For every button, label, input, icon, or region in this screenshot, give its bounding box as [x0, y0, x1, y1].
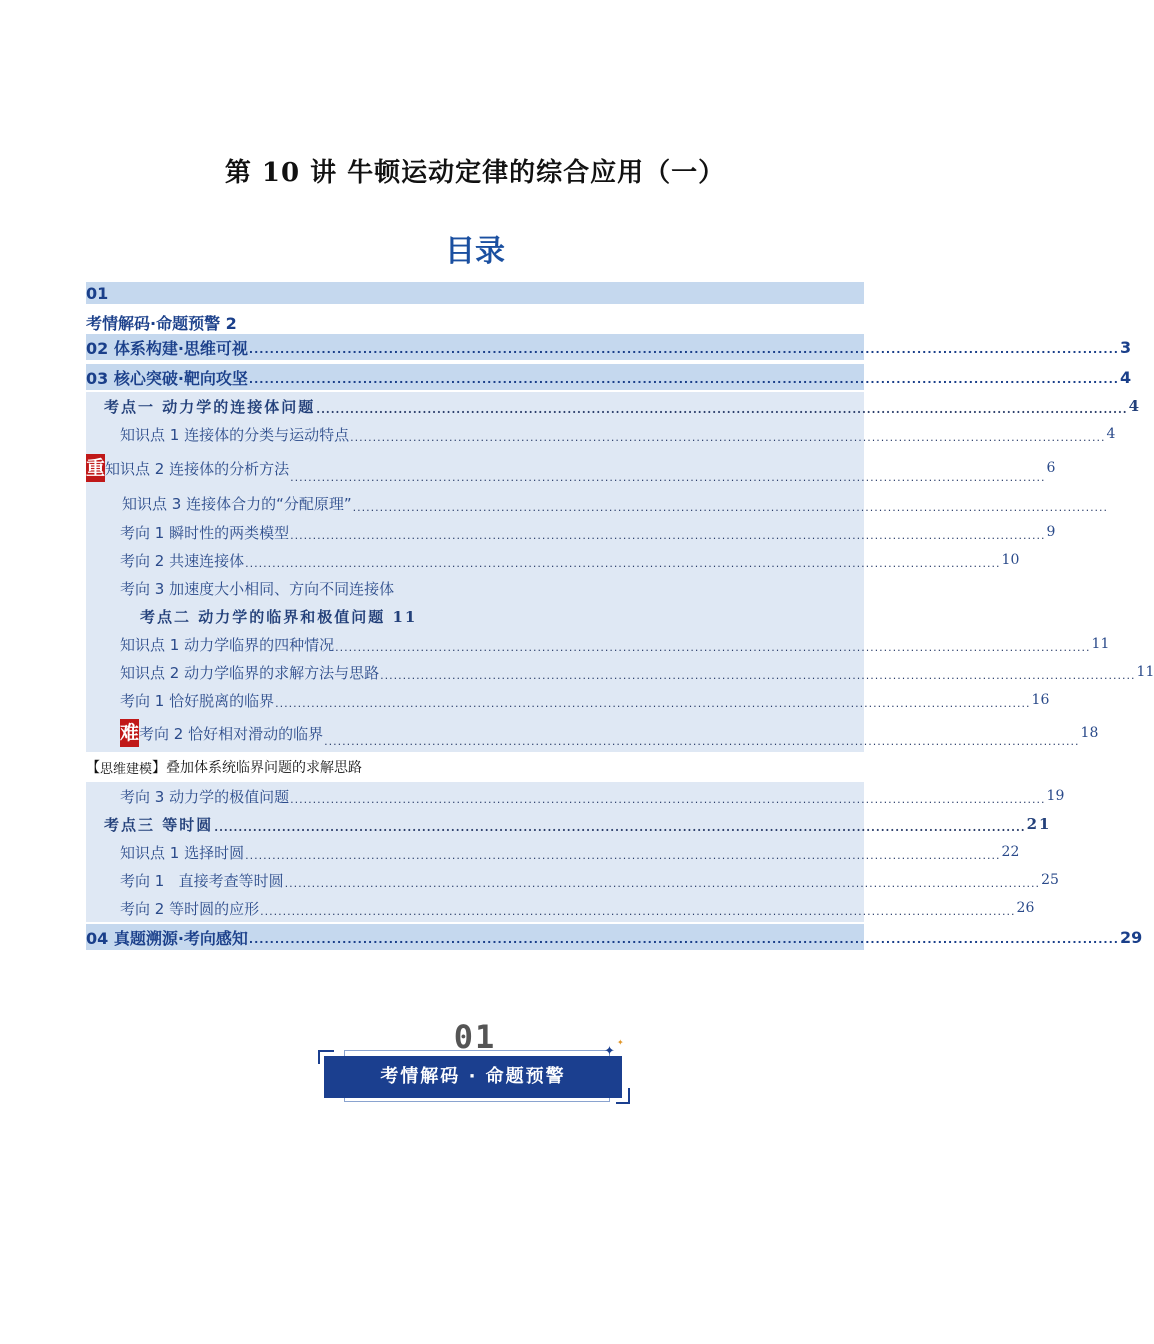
toc-row-kd3-kx2[interactable] — [86, 894, 1035, 922]
toc-page: 11 — [1091, 636, 1110, 652]
toc-section-label: 考情解码·命题预警 2 — [86, 313, 237, 333]
toc-label: 知识点 3 连接体合力的“分配原理” — [122, 494, 352, 513]
toc-label: 02 体系构建·思维可视 — [86, 338, 248, 358]
toc-label: 知识点 2 连接体的分析方法 — [105, 459, 290, 478]
toc-page: 26 — [1016, 900, 1035, 916]
toc-page: 9 — [1046, 524, 1056, 540]
toc-row-kd2-kx2[interactable] — [86, 714, 1099, 752]
toc-label: 考向 3 加速度大小相同、方向不同连接体 — [120, 579, 395, 598]
toc-row-kd3[interactable] — [86, 810, 1052, 838]
leader-dots: ........................................................................................................................................................................ — [248, 933, 1119, 946]
toc-row-kd1-kx3[interactable] — [86, 574, 864, 602]
toc-row-kd1-zs3[interactable] — [86, 488, 1109, 518]
toc-row-01-title[interactable] — [86, 310, 864, 334]
leader-dots: ........................................................................................................................................................................ — [284, 877, 1041, 890]
note-bracket: 【 — [86, 760, 100, 776]
toc-page: 25 — [1041, 872, 1059, 888]
toc-page: 22 — [1001, 844, 1020, 860]
toc-page: 4 — [1106, 426, 1116, 442]
leader-dots: ........................................................................................................................................................................ — [290, 471, 1046, 484]
toc-label: 考向 1 恰好脱离的临界 — [120, 691, 275, 710]
toc-row-kd1-zs1[interactable] — [86, 420, 1116, 448]
toc-page: 29 — [1119, 927, 1143, 947]
key-point-badge: 重 — [86, 454, 105, 482]
toc-row-kd2[interactable] — [86, 602, 864, 630]
toc-row-kd1-kx2[interactable] — [86, 546, 1020, 574]
leader-dots: ........................................................................................................................................................................ — [248, 343, 1119, 356]
toc-page: 3 — [1119, 337, 1132, 357]
toc-label: 考点二 动力学的临界和极值问题 11 — [140, 607, 418, 626]
toc-row-02[interactable] — [86, 334, 1132, 360]
leader-dots: ........................................................................................................................................................................ — [245, 557, 1001, 570]
toc-page: 6 — [1046, 460, 1056, 476]
toc-section-number: 01 — [86, 283, 109, 303]
toc-row-kd2-kx1[interactable] — [86, 686, 1050, 714]
toc-page: 11 — [1136, 664, 1154, 680]
leader-dots: ........................................................................................................................................................................ — [245, 849, 1001, 862]
toc-label: 知识点 2 动力学临界的求解方法与思路 — [120, 663, 380, 682]
toc-label: 知识点 1 动力学临界的四种情况 — [120, 635, 335, 654]
leader-dots: ........................................................................................................................................................................ — [290, 529, 1046, 542]
toc-row-04[interactable] — [86, 924, 1143, 950]
toc-label: 03 核心突破·靶向攻坚 — [86, 368, 248, 388]
toc-label: 考向 2 共速连接体 — [120, 551, 245, 570]
note-tag: 思维建模 — [100, 761, 153, 777]
toc-row-kd1[interactable] — [86, 392, 1142, 420]
toc-row-03[interactable] — [86, 364, 1132, 390]
leader-dots: ........................................................................................................................................................................ — [290, 793, 1046, 806]
toc-heading: 目录 — [445, 234, 505, 269]
toc-page: 18 — [1080, 725, 1099, 741]
toc-label: 考点一 动力学的连接体问题 — [104, 397, 316, 416]
toc-page: 4 — [1128, 397, 1142, 415]
toc-row-kd1-kx1[interactable] — [86, 518, 1056, 546]
note-bracket: 】 — [152, 760, 167, 776]
toc-label: 考向 2 等时圆的应形 — [120, 899, 260, 918]
toc-page: 10 — [1001, 552, 1020, 568]
toc-label: 考向 1 瞬时性的两类模型 — [120, 523, 290, 542]
leader-dots: ........................................................................................................................................................................ — [275, 697, 1031, 710]
toc-note-modeling — [86, 754, 864, 780]
toc-label: 考向 1 直接考查等时圆 — [120, 871, 284, 890]
toc-label: 考点三 等时圆 — [104, 815, 214, 834]
toc-page: 21 — [1026, 815, 1052, 833]
document-title: 第 10 讲 牛顿运动定律的综合应用（一） — [224, 158, 726, 188]
toc-row-kd2-kx3[interactable] — [86, 782, 1065, 810]
leader-dots: ........................................................................................................................................................................ — [260, 905, 1016, 918]
sparkle-icon: ✦ — [604, 1044, 615, 1059]
small-star-icon: ✦ — [617, 1038, 624, 1047]
toc-row-01-number — [86, 282, 864, 304]
toc-label: 考向 3 动力学的极值问题 — [120, 787, 290, 806]
toc-label: 04 真题溯源·考向感知 — [86, 928, 248, 948]
leader-dots: ........................................................................................................................................................................ — [324, 735, 1080, 748]
difficult-point-badge: 难 — [120, 719, 139, 747]
toc-label: 知识点 1 选择时圆 — [120, 843, 245, 862]
section-banner-title: 考情解码 · 命题预警 — [324, 1056, 622, 1098]
toc-label: 知识点 1 连接体的分类与运动特点 — [120, 425, 350, 444]
toc-row-kd2-zs1[interactable] — [86, 630, 1110, 658]
toc-page: 4 — [1119, 367, 1132, 387]
leader-dots: ........................................................................................................................................................................ — [214, 821, 1026, 834]
section-number: 01 — [453, 1018, 497, 1056]
leader-dots: ........................................................................................................................................................................ — [380, 669, 1136, 682]
toc-page: 16 — [1031, 692, 1050, 708]
leader-dots: ........................................................................................................................................................................ — [335, 641, 1091, 654]
toc-row-kd3-zs1[interactable] — [86, 838, 1020, 866]
leader-dots: ........................................................................................................................................................................ — [248, 373, 1119, 386]
toc-row-kd3-kx1[interactable] — [86, 866, 1059, 894]
toc-label: 考向 2 恰好相对滑动的临界 — [139, 724, 324, 743]
leader-dots: ........................................................................................................................................................................ — [350, 431, 1106, 444]
toc-page: 19 — [1046, 788, 1065, 804]
leader-dots: ........................................................................................................................................................................ — [352, 501, 1109, 514]
toc-row-kd2-zs2[interactable] — [86, 658, 1154, 686]
note-text: 叠加体系统临界问题的求解思路 — [166, 760, 363, 776]
toc-row-kd1-zs2[interactable] — [86, 448, 1056, 488]
leader-dots: ........................................................................................................................................................................ — [316, 403, 1128, 416]
